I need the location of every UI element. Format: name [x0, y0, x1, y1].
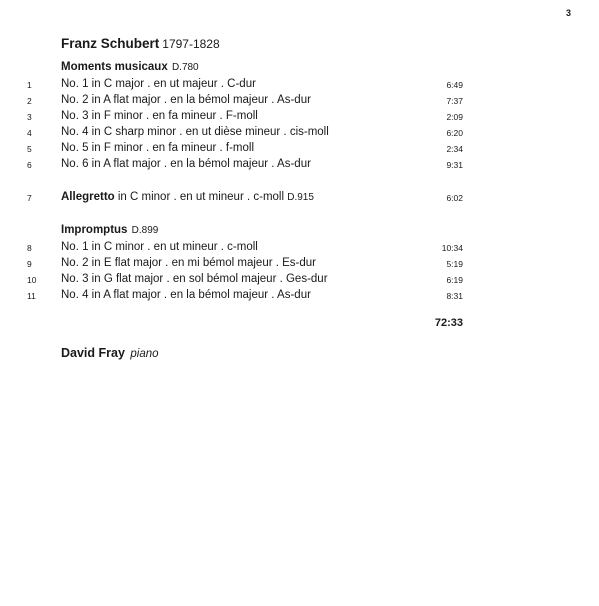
section-heading-moments	[61, 61, 199, 73]
composer-dates: 1797-1828	[162, 37, 220, 51]
track-row	[0, 241, 599, 257]
track-row	[0, 110, 599, 126]
catalog-number: D.899	[131, 225, 159, 236]
performer-name: David Fray	[61, 346, 125, 360]
track-row	[0, 158, 599, 174]
composer-name: Franz Schubert	[61, 36, 160, 51]
track-number: 8	[27, 243, 32, 253]
track-title: No. 3 in G flat major . en sol bémol majeur . Ges-dur	[61, 273, 328, 285]
composer-heading	[61, 36, 220, 51]
track-duration: 2:34	[446, 144, 463, 154]
track-title: No. 4 in A flat major . en la bémol majeur . As-dur	[61, 289, 311, 301]
track-title: No. 1 in C minor . en ut mineur . c-moll	[61, 241, 258, 253]
track-row	[0, 78, 599, 94]
track-duration: 5:19	[446, 259, 463, 269]
track-title: No. 4 in C sharp minor . en ut dièse mineur . cis-moll	[61, 126, 329, 138]
track-duration: 6:02	[446, 193, 463, 203]
track-number: 6	[27, 160, 32, 170]
track-number: 11	[27, 291, 36, 301]
track-title: No. 3 in F minor . en fa mineur . F-moll	[61, 110, 258, 122]
track-row	[0, 289, 599, 305]
track-title: No. 5 in F minor . en fa mineur . f-moll	[61, 142, 255, 154]
work-title: Allegretto	[61, 191, 115, 203]
track-duration: 10:34	[441, 243, 463, 253]
track-number: 10	[27, 275, 37, 285]
track-number: 2	[27, 96, 32, 106]
track-title: No. 2 in A flat major . en la bémol majeur . As-dur	[61, 94, 311, 106]
track-duration: 6:49	[446, 80, 463, 90]
section-heading-impromptus	[61, 224, 158, 236]
track-number: 1	[27, 80, 32, 90]
section-title: Impromptus	[61, 224, 128, 236]
track-number: 9	[27, 259, 32, 269]
track-number: 3	[27, 112, 32, 122]
track-duration: 6:19	[446, 275, 463, 285]
track-title	[61, 191, 314, 203]
track-number: 5	[27, 144, 32, 154]
track-duration: 8:31	[446, 291, 463, 301]
track-row	[0, 257, 599, 273]
track-row	[0, 191, 599, 207]
track-number: 4	[27, 128, 32, 138]
catalog-number: D.915	[287, 192, 314, 203]
track-title: No. 2 in E flat major . en mi bémol majeur . Es-dur	[61, 257, 317, 269]
track-duration: 2:09	[446, 112, 463, 122]
track-title: No. 6 in A flat major . en la bémol majeur . As-dur	[61, 158, 311, 170]
page-number: 3	[566, 8, 572, 18]
track-title: No. 1 in C major . en ut majeur . C-dur	[61, 78, 256, 90]
track-key: in C minor . en ut mineur . c-moll	[114, 191, 288, 203]
total-duration: 72:33	[434, 317, 463, 329]
track-row	[0, 273, 599, 289]
performer-credit	[61, 346, 159, 360]
track-duration: 9:31	[446, 160, 463, 170]
track-row	[0, 142, 599, 158]
catalog-number: D.780	[171, 62, 199, 73]
track-number: 7	[27, 193, 32, 203]
performer-instrument: piano	[130, 348, 159, 360]
track-row	[0, 94, 599, 110]
section-title: Moments musicaux	[61, 61, 168, 73]
track-duration: 7:37	[446, 96, 463, 106]
track-duration: 6:20	[446, 128, 463, 138]
track-row	[0, 126, 599, 142]
